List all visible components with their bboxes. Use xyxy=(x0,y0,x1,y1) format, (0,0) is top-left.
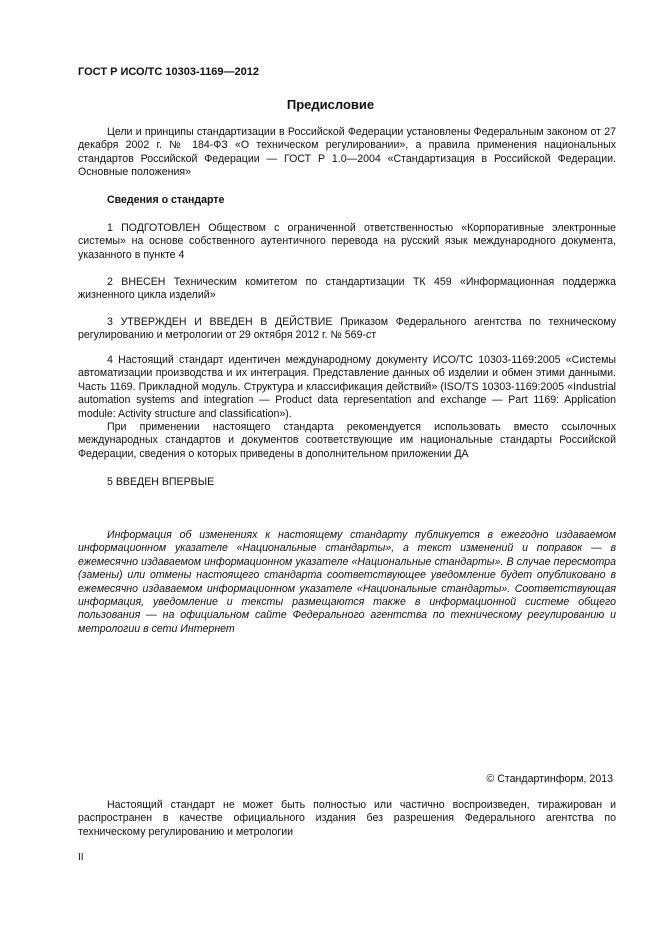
item-3 xyxy=(78,316,616,343)
copyright: © Стандартинформ, 2013 xyxy=(486,773,613,785)
item-paragraph: 4 Настоящий стандарт идентичен международному документу ИСО/ТС 10303-1169:2005 «Системы автоматизации производства и их интеграция. Представление данных об изделии и обмен этими данными. Часть 1169. Прикладной модуль. Структура и классификация действий» (ISO/TS 10303-1169:2005 «Industrial automation systems and integration — Product data representation and exchange — Part 1169: Application module: Activity structure and classification»). xyxy=(78,354,616,420)
item-paragraph: 2 ВНЕСЕН Техническим комитетом по стандартизации ТК 459 «Информационная поддержка жизненного цикла изделий» xyxy=(78,276,616,302)
intro-section xyxy=(78,126,616,180)
notice-paragraph: Информация об изменениях к настоящему стандарту публикуется в ежегодно издаваемом информационном указателе «Национальные стандарты», а текст изменений и поправок — в ежемесячно издаваемом информационном указателе «Национальные стандарты». В случае пересмотра (замены) или отмены настоящего стандарта соответствующее уведомление будет опубликовано в ежемесячно издаваемом информационном указателе «Национальные стандарты». Соответствующая информация, уведомление и тексты размещаются также в информационной системе общего пользования — на официальном сайте Федерального агентства по техническому регулированию и метрологии в сети Интернет xyxy=(78,529,616,635)
item-4-note: При применении настоящего стандарта рекомендуется использовать вместо ссылочных международных стандартов и документов соответствующие им национальные стандарты Российской Федерации, сведения о которых приведены в дополнительном приложении ДА xyxy=(78,421,616,460)
item-2 xyxy=(78,276,616,303)
item-paragraph: 3 УТВЕРЖДЕН И ВВЕДЕН В ДЕЙСТВИЕ Приказом Федерального агентства по техническому регулированию и метрологии от 29 октября 2012 г. № 569-ст xyxy=(78,316,616,342)
footer-paragraph: Настоящий стандарт не может быть полностью или частично воспроизведен, тиражирован и распространен в качестве официального издания без разрешения Федерального агентства по техническому регулированию и метрологии xyxy=(78,799,616,838)
item-paragraph: 1 ПОДГОТОВЛЕН Обществом с ограниченной ответственностью «Корпоративные электронные системы» на основе собственного аутентичного перевода на русский язык международного документа, указанного в пункте 4 xyxy=(78,222,616,261)
item-1 xyxy=(78,222,616,262)
notice-section xyxy=(78,529,616,636)
item-paragraph: 5 ВВЕДЕН ВПЕРВЫЕ xyxy=(107,476,215,488)
page-number: II xyxy=(78,852,84,863)
page-title: Предисловие xyxy=(286,97,375,112)
document-code: ГОСТ Р ИСО/ТС 10303-1169—2012 xyxy=(78,66,259,78)
item-4 xyxy=(78,354,616,461)
item-5 xyxy=(78,476,616,489)
standard-info-heading-wrap xyxy=(78,194,616,207)
intro-paragraph: Цели и принципы стандартизации в Российской Федерации установлены Федеральным законом от 27 декабря 2002 г. № 184-ФЗ «О техническом регулировании», а правила применения национальных стандартов Российской Федерации — ГОСТ Р 1.0—2004 «Стандартизация в Российской Федерации. Основные положения» xyxy=(78,126,616,179)
footer-section xyxy=(78,799,616,839)
section-heading: Сведения о стандарте xyxy=(107,194,225,206)
